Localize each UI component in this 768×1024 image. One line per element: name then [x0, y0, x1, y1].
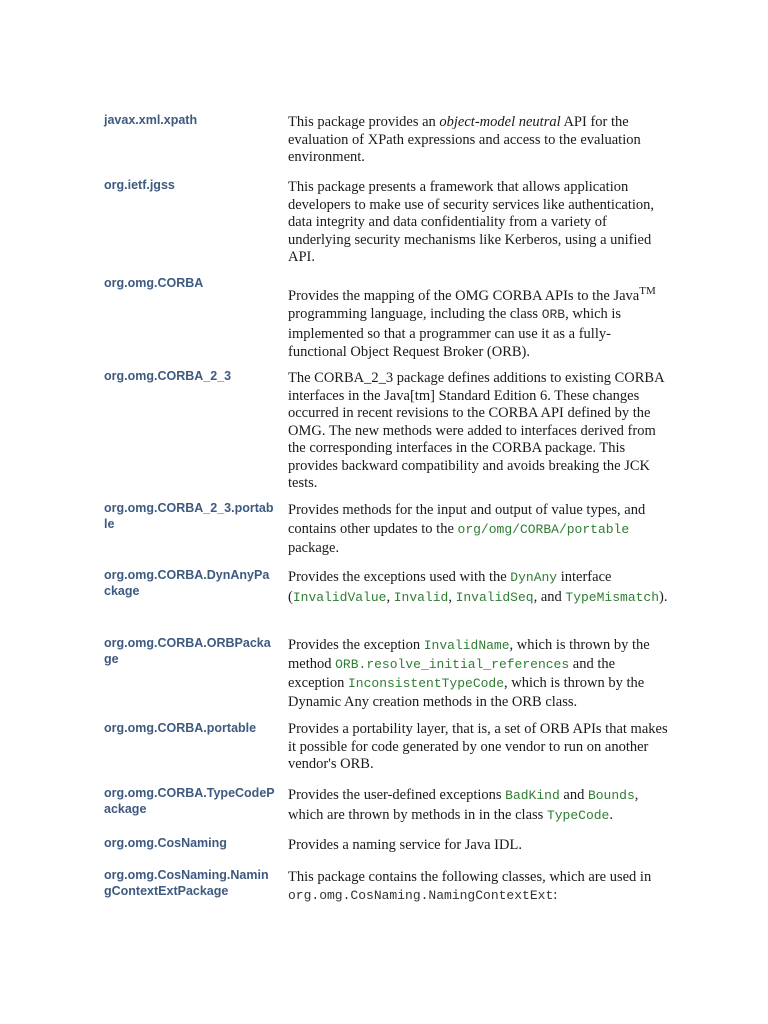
class-link-invalidseq[interactable]: InvalidSeq [455, 589, 534, 605]
package-link[interactable]: org.omg.CORBA_2_3 [104, 369, 232, 383]
method-link-resolve[interactable]: ORB.resolve_initial_references [335, 657, 570, 672]
package-link[interactable]: org.omg.CORBA.portable [104, 721, 257, 735]
class-link-bounds[interactable]: Bounds [587, 788, 635, 803]
class-link-dynany[interactable]: DynAny [510, 570, 558, 585]
package-description: Provides a portability layer, that is, a set of ORB APIs that makes it possible for code generated by one vendor to run on another vendor's ORB. [288, 721, 668, 772]
package-link[interactable]: org.ietf.jgss [104, 178, 175, 192]
package-description: Provides the user-defined exceptions BadKind and Bounds, which are thrown by methods in in the class TypeCode. [288, 787, 639, 823]
class-link-badkind[interactable]: BadKind [505, 788, 560, 803]
class-link-typecode[interactable]: TypeCode [546, 807, 610, 823]
package-description: This package contains the following classes, which are used in org.omg.CosNaming.NamingContextExt: [288, 869, 652, 903]
package-description: This package presents a framework that allows application developers to make use of security services like authentication, data integrity and data confidentiality from a variety of underlying security mechanisms like Kerberos, using a unified API. [288, 179, 654, 265]
package-link[interactable]: org.omg.CosNaming.NamingContextExtPackage [104, 868, 269, 898]
package-link[interactable]: org.omg.CORBA.TypeCodePackage [104, 786, 275, 816]
class-link-invalid[interactable]: Invalid [393, 589, 449, 605]
class-link-invalidname[interactable]: InvalidName [423, 638, 510, 653]
package-link[interactable]: org.omg.CORBA.ORBPackage [104, 636, 271, 666]
package-description: Provides a naming service for Java IDL. [288, 837, 522, 853]
package-link[interactable]: org.omg.CORBA [104, 276, 204, 290]
package-link[interactable]: org.omg.CORBA.DynAnyPackage [104, 568, 270, 598]
package-code-link[interactable]: org/omg/CORBA/portable [457, 521, 630, 537]
package-link[interactable]: org.omg.CORBA_2_3.portable [104, 501, 274, 531]
package-description: This package provides an object-model neutral API for the evaluation of XPath expressions and access to the evaluation environment. [288, 114, 641, 165]
package-description: Provides methods for the input and output of value types, and contains other updates to the org/omg/CORBA/portable package. [288, 502, 646, 556]
class-link-typemismatch[interactable]: TypeMismatch [565, 589, 660, 605]
package-description: Provides the exception InvalidName, which is thrown by the method ORB.resolve_initial_references and the exception InconsistentTypeCode, which is thrown by the Dynamic Any creation methods in the ORB class. [288, 637, 650, 710]
class-link-invalidvalue[interactable]: InvalidValue [292, 589, 387, 605]
package-link[interactable]: javax.xml.xpath [104, 113, 198, 127]
package-description: The CORBA_2_3 package defines additions to existing CORBA interfaces in the Java[tm] Standard Edition 6. These changes occurred in recent revisions to the CORBA API defined by the OMG. The new methods were added to interfaces derived from the corresponding interfaces in the CORBA package. This provides backward compatibility and avoids breaking the JCK tests. [288, 370, 664, 491]
package-description: Provides the mapping of the OMG CORBA APIs to the Java™ programming language, including the class ORB, which is implemented so that a programmer can use it as a fully-functional Object Request Broker (ORB). [288, 285, 656, 361]
package-link[interactable]: org.omg.CosNaming [104, 836, 227, 850]
class-link-inconsistenttypecode[interactable]: InconsistentTypeCode [348, 676, 505, 691]
package-description: Provides the exceptions used with the DynAny interface (InvalidValue, Invalid, InvalidSeq, and TypeMismatch). [288, 569, 668, 605]
